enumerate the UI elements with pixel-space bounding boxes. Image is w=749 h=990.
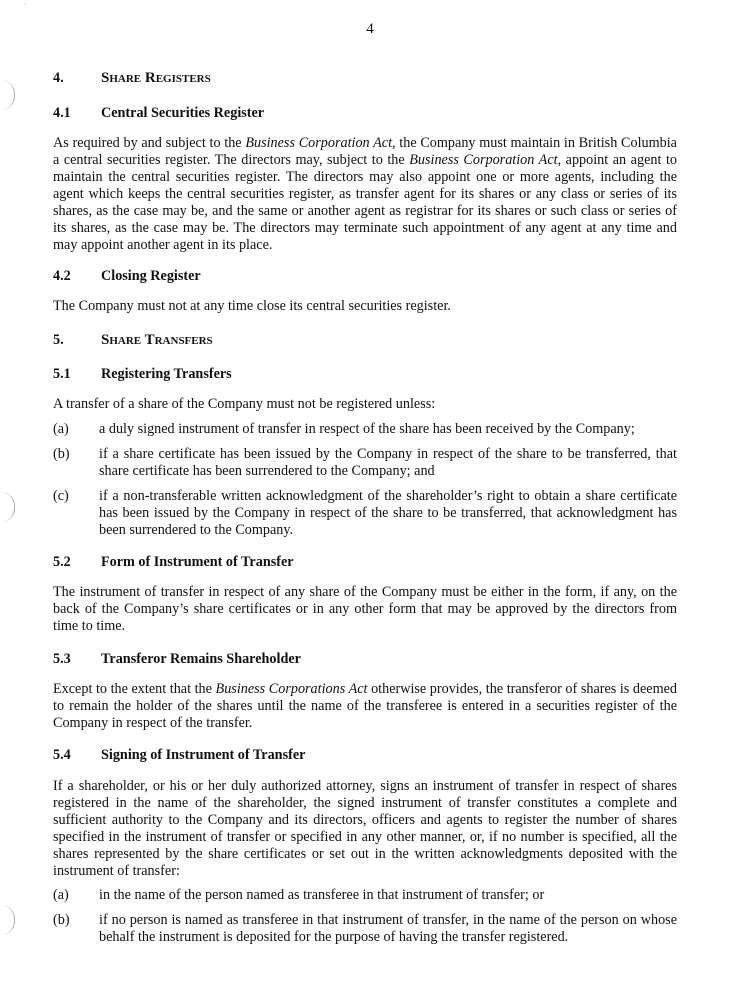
subsection-title: Central Securities Register <box>101 105 265 121</box>
binding-hole-mark <box>0 905 15 935</box>
subsection-number: 5.1 <box>53 366 71 382</box>
subsection-heading <box>53 554 677 571</box>
list-text: if no person is named as transferee in that instrument of transfer, in the name of the person on whose behalf the instrument is deposited for the purpose of having the transfer registered. <box>99 912 677 945</box>
subsection-title: Closing Register <box>101 268 201 284</box>
text-run: Except to the extent that the <box>53 681 216 697</box>
scan-mark: · <box>24 0 27 9</box>
subsection-title: Signing of Instrument of Transfer <box>101 747 306 763</box>
subsection-number: 5.2 <box>53 554 71 570</box>
paragraph: The instrument of transfer in respect of any share of the Company must be either in the form, if any, on the back of the Company’s share certificates or in any other form that may be approved by the directors from time to time. <box>53 584 677 634</box>
text-run: , appoint an agent to maintain the central securities register. The directors may also appoint one or more agents, including the agent which keeps the central securities register, as transfer agent for its shares or any class or series of its shares, as the case may be, and the same or another agent as registrar for its shares or such class or series of its shares, as the case may be. The directors may terminate such appointment of any agent at any time and may appoint another agent in its place. <box>53 152 677 253</box>
section-title: Share Transfers <box>101 332 213 348</box>
act-name: Business Corporations Act <box>215 681 368 697</box>
list-item <box>53 446 677 480</box>
subsection-number: 5.3 <box>53 651 71 667</box>
paragraph: A transfer of a share of the Company must not be registered unless: <box>53 396 436 412</box>
section-number: 5. <box>53 332 64 348</box>
list-label: (a) <box>53 887 69 903</box>
binding-hole-mark <box>0 80 15 110</box>
section-title: Share Registers <box>101 70 211 86</box>
subsection-number: 4.2 <box>53 268 71 284</box>
list-item <box>53 488 677 539</box>
list-text: a duly signed instrument of transfer in respect of the share has been received by the Company; <box>99 421 635 437</box>
paragraph: If a shareholder, or his or her duly authorized attorney, signs an instrument of transfer in respect of shares registered in the name of the shareholder, the signed instrument of transfer constitutes a complete and sufficient authority to the Company and its directors, officers and agents to register the number of shares specified in the instrument of transfer or specified in any other manner, or, if no number is specified, all the shares represented by the share certificates or set out in the written acknowledgments deposited with the instrument of transfer: <box>53 778 677 879</box>
subsection-number: 4.1 <box>53 105 71 121</box>
paragraph: The Company must not at any time close its central securities register. <box>53 298 451 314</box>
act-name: Business Corporation Act <box>245 135 393 151</box>
subsection-title: Registering Transfers <box>101 366 232 382</box>
binding-hole-mark <box>0 492 15 522</box>
list-item <box>53 421 677 438</box>
text-run: , the Company must maintain in British Columbia a central securities register. The directors may, subject to the <box>53 135 677 168</box>
section-number: 4. <box>53 70 64 86</box>
list-label: (c) <box>53 488 69 504</box>
list-label: (b) <box>53 912 70 928</box>
list-label: (b) <box>53 446 70 462</box>
subsection-number: 5.4 <box>53 747 71 763</box>
list-text: in the name of the person named as transferee in that instrument of transfer; or <box>99 887 545 903</box>
section-heading <box>53 332 677 349</box>
paragraph <box>53 681 677 732</box>
subsection-heading <box>53 105 677 122</box>
subsection-heading <box>53 268 677 285</box>
subsection-heading <box>53 366 677 383</box>
text-run: otherwise provides, the transferor of shares is deemed to remain the holder of the shares until the name of the transferee is entered in a securities register of the Company in respect of the transfer. <box>53 681 678 731</box>
act-name: Business Corporation Act <box>409 152 558 168</box>
list-text: if a share certificate has been issued by the Company in respect of the share to be transferred, that share certificate has been surrendered to the Company; and <box>99 446 677 479</box>
subsection-heading <box>53 651 677 668</box>
list-item <box>53 887 677 904</box>
text-run: As required by and subject to the <box>53 135 246 151</box>
subsection-heading <box>53 747 677 764</box>
page-number: 4 <box>366 21 374 37</box>
subsection-title: Transferor Remains Shareholder <box>101 651 301 667</box>
subsection-title: Form of Instrument of Transfer <box>101 554 294 570</box>
section-heading <box>53 70 677 87</box>
list-label: (a) <box>53 421 69 437</box>
paragraph <box>53 135 677 254</box>
list-text: if a non-transferable written acknowledgment of the shareholder’s right to obtain a share certificate has been issued by the Company in respect of the share to be transferred, that acknowledgment has been surrendered to the Company. <box>99 488 677 538</box>
list-item <box>53 912 677 946</box>
